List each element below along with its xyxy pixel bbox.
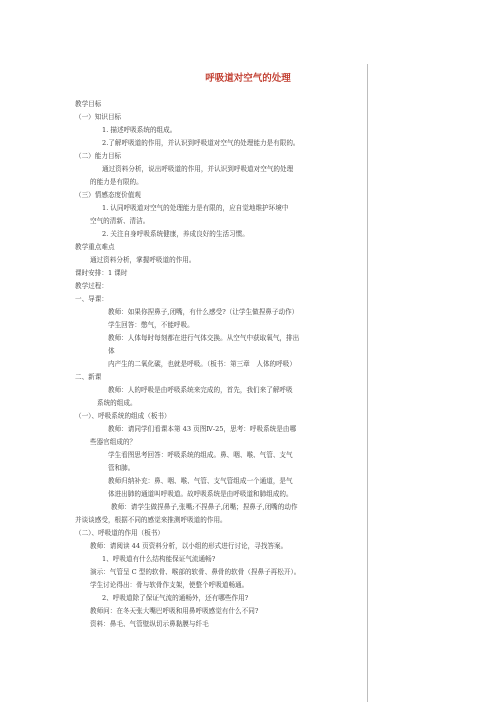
text-line: 内产生的二氧化碳，也就是呼吸。（板书：第三章 人体的呼吸） (108, 360, 296, 368)
text-line: 2、呼吸道除了保证气流的通畅外，还有哪些作用? (102, 594, 249, 602)
text-line: 一、导课： (75, 295, 108, 303)
text-line: 空气的清新、清洁。 (90, 217, 150, 225)
text-line: 教师：人体每时每刻都在进行气体交换。从空气中获取氧气，排出 (108, 334, 300, 342)
text-line: 教师：请同学们看课本第 43 页图Ⅳ-25，思考：呼吸系统是由哪 (108, 425, 297, 433)
text-line: 并谈谈感受，根据不同的感觉来推测呼吸道的作用。 (75, 516, 227, 524)
text-line: 教学目标 (75, 100, 102, 108)
text-line: （三）情感态度价值观 (75, 191, 141, 199)
text-line: （一）知识目标 (75, 113, 122, 121)
text-line: 2.了解呼吸道的作用，并认识到呼吸道对空气的处理能力是有限的。 (102, 139, 300, 147)
text-line: 学生看图思考回答：呼吸系统的组成。鼻、咽、喉、气管、支气 (108, 451, 293, 459)
text-line: 教师：请阅读 44 页资料分析，以小组的形式进行讨论，寻找答案。 (90, 542, 288, 550)
text-line: 系统的组成。 (97, 399, 137, 407)
text-line: （二）能力目标 (75, 152, 122, 160)
text-line: 资料：鼻毛、气管壁纵切示鼻黏膜与纤毛 (90, 620, 209, 628)
text-line: 些器官组成的？ (90, 438, 137, 446)
text-line: 管和肺。 (108, 464, 135, 472)
text-line: （一）、呼吸系统的组成（板书） (75, 412, 171, 420)
text-line: 1. 描述呼吸系统的组成。 (102, 126, 177, 134)
text-line: 教师：请学生做捏鼻子,张嘴;不捏鼻子,闭嘴；捏鼻子,闭嘴的动作 (111, 503, 298, 511)
text-line: （二）、呼吸道的作用（板书） (75, 529, 165, 537)
text-line: 学生回答：憋气，不能呼吸。 (108, 321, 194, 329)
text-line: 教师：人的呼吸是由呼吸系统来完成的，首先，我们来了解呼吸 (108, 386, 293, 394)
text-line: 1、呼吸道有什么结构能保证气流通畅? (102, 555, 216, 563)
text-line: 体进出肺的通道叫呼吸道。故呼吸系统是由呼吸道和肺组成的。 (108, 490, 293, 498)
text-line: 学生讨论得出：骨与软骨作支架，使整个呼吸道畅通。 (90, 581, 249, 589)
page-title: 呼吸道对空气的处理 (205, 73, 291, 84)
text-line: 教师归纳补充：鼻、咽、喉、气管、支气管组成一个通道，是气 (108, 477, 293, 485)
text-line: 教学过程： (75, 282, 108, 290)
text-line: 通过资料分析，说出呼吸道的作用，并认识到呼吸道对空气的处理 (102, 165, 294, 173)
margin-divider-line (367, 64, 368, 702)
text-line: 课时安排：1 课时 (75, 269, 128, 277)
text-line: 二、新课 (75, 373, 102, 381)
text-line: 2. 关注自身呼吸系统健康，养成良好的生活习惯。 (102, 230, 249, 238)
text-line: 体 (108, 347, 115, 355)
text-line: 1. 认同呼吸道对空气的处理能力是有限的，应自觉地维护环境中 (102, 204, 289, 212)
text-line: 的能力是有限的。 (90, 178, 143, 186)
text-line: 教师：如果你捏鼻子,闭嘴，有什么感受?（让学生做捏鼻子动作） (108, 308, 299, 316)
text-line: 通过资料分析，掌握呼吸道的作用。 (90, 256, 196, 264)
text-line: 教学重点难点 (75, 243, 115, 251)
text-line: 演示：气管呈 C 型的软骨、喉部的软骨、鼻骨的软骨（捏鼻子再松开）。 (90, 568, 301, 576)
text-line: 教师问：在冬天张大嘴巴呼吸和用鼻呼吸感觉有什么不同? (90, 607, 259, 615)
